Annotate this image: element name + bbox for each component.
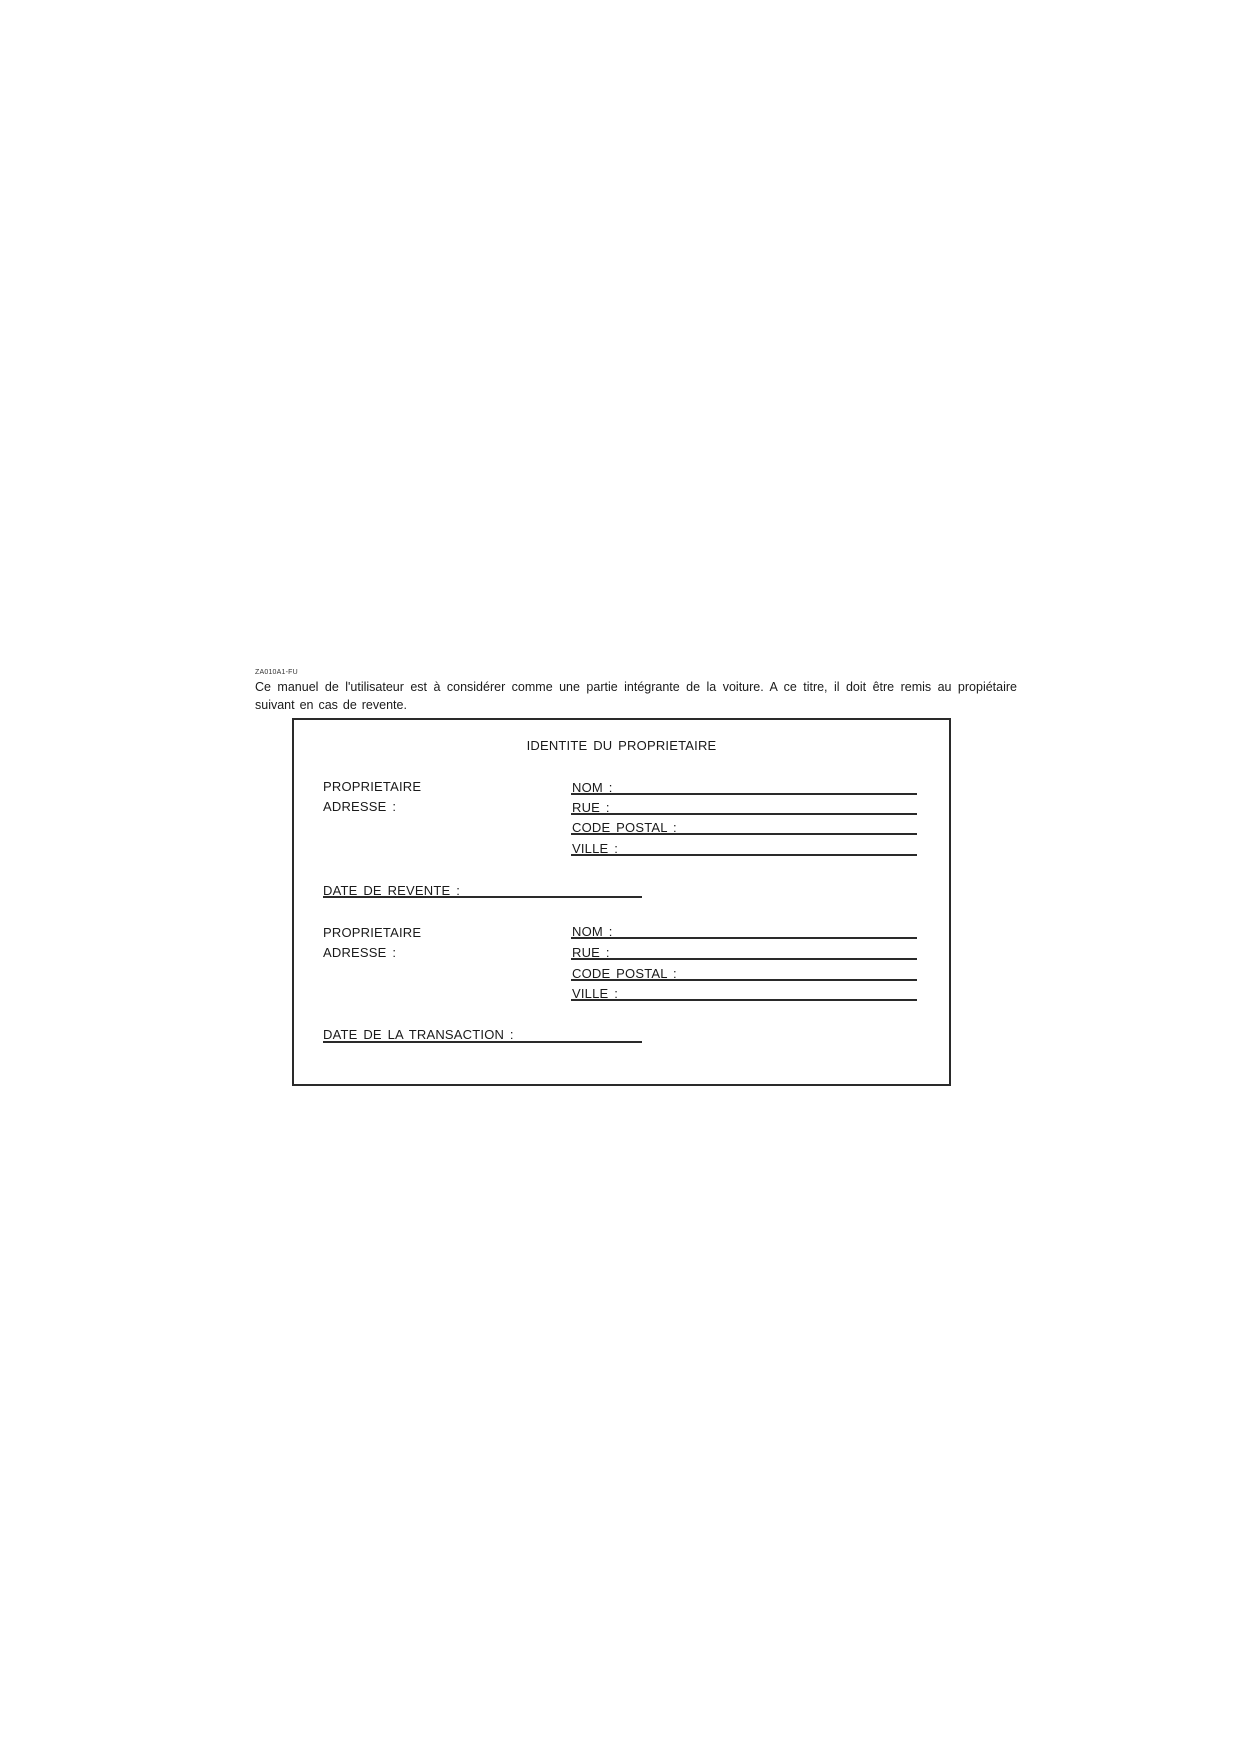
owner1-label: PROPRIETAIRE bbox=[323, 779, 422, 794]
owner2-street-field[interactable] bbox=[571, 958, 917, 960]
owner2-city-field[interactable] bbox=[571, 999, 917, 1001]
owner2-postal-code-field[interactable] bbox=[571, 979, 917, 981]
owner2-name-field[interactable] bbox=[571, 937, 917, 939]
owner1-street-label: RUE : bbox=[572, 800, 610, 815]
owner2-city-label: VILLE : bbox=[572, 986, 619, 1001]
owner2-street-label: RUE : bbox=[572, 945, 610, 960]
form-title: IDENTITE DU PROPRIETAIRE bbox=[526, 738, 717, 753]
owner1-city-label: VILLE : bbox=[572, 841, 619, 856]
owner-identity-form bbox=[292, 718, 951, 1086]
owner2-postal-code-label: CODE POSTAL : bbox=[572, 966, 677, 981]
transaction-date-field[interactable] bbox=[323, 1041, 642, 1043]
owner1-postal-code-label: CODE POSTAL : bbox=[572, 820, 677, 835]
transaction-date-label: DATE DE LA TRANSACTION : bbox=[323, 1027, 514, 1042]
document-code: ZA010A1-FU bbox=[255, 669, 298, 676]
resale-date-field[interactable] bbox=[323, 896, 642, 898]
resale-date-label: DATE DE REVENTE : bbox=[323, 883, 461, 898]
owner1-postal-code-field[interactable] bbox=[571, 833, 917, 835]
owner1-name-field[interactable] bbox=[571, 793, 917, 795]
owner2-name-label: NOM : bbox=[572, 924, 613, 939]
owner1-city-field[interactable] bbox=[571, 854, 917, 856]
owner2-address-label: ADRESSE : bbox=[323, 945, 397, 960]
owner2-label: PROPRIETAIRE bbox=[323, 925, 422, 940]
owner1-street-field[interactable] bbox=[571, 813, 917, 815]
intro-paragraph: Ce manuel de l'utilisateur est à considérer comme une partie intégrante de la voiture. A ce titre, il doit être remis au propiétaire suivant en cas de revente. bbox=[255, 680, 1017, 712]
owner1-address-label: ADRESSE : bbox=[323, 799, 397, 814]
owner1-name-label: NOM : bbox=[572, 780, 613, 795]
